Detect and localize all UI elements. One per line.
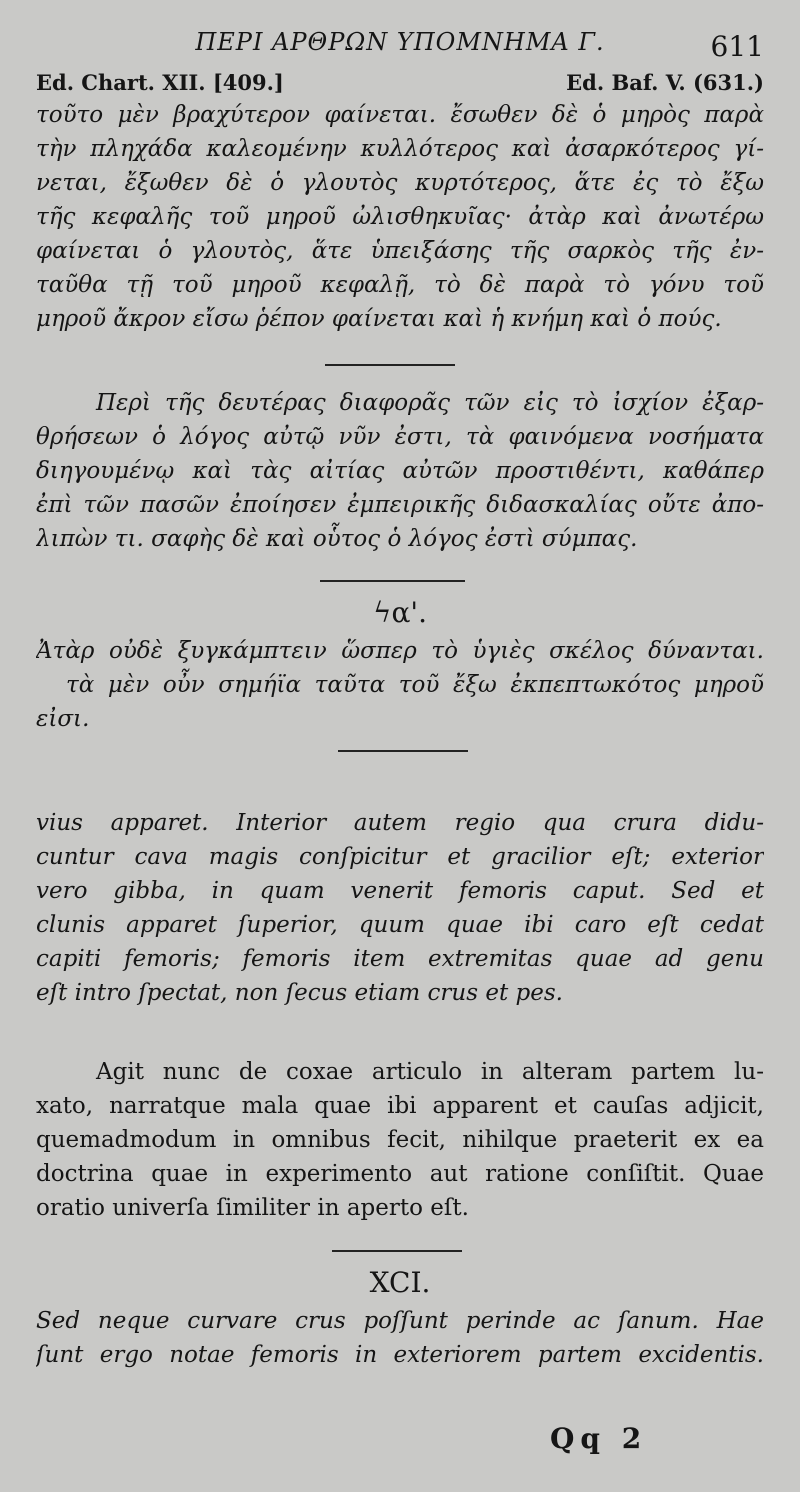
greek-paragraph-2 [36,386,764,556]
text-line: τὴν πληχάδα καλεομένην κυλλότερος καὶ ἀσαρκότερος γί- [36,136,764,162]
text-line: eſt intro ſpectat, non ſecus etiam crus et pes. [36,980,563,1006]
running-head: ΠΕΡΙ ΑΡΘΡΩΝ ΥΠΟΜΝΗΜΑ Γ. [195,28,605,56]
text-line: ſunt ergo notae femoris in exteriorem partem excidentis. [36,1342,764,1368]
text-line: διηγουμένῳ καὶ τὰς αἰτίας αὐτῶν προστιθέντι, καθάπερ [36,458,764,484]
latin-section-number: XCI. [369,1266,431,1299]
text-line: Sed neque curvare crus poſſunt perinde ac ſanum. Hae [36,1308,764,1334]
edition-reference-right: Ed. Baf. V. (631.) [566,70,764,95]
greek-section-number: ϟα'. [373,596,427,629]
text-line: ταῦθα τῇ τοῦ μηροῦ κεφαλῇ, τὸ δὲ παρὰ τὸ γόνυ τοῦ [36,272,764,298]
text-line: μηροῦ ἄκρον εἴσω ῥέπον φαίνεται καὶ ἡ κνήμη καὶ ὁ πούς. [36,306,722,332]
text-line: εἰσι. [36,706,90,732]
text-line: clunis apparet ſuperior, quum quae ibi caro eſt cedat [36,912,764,938]
text-line: doctrina quae in experimento aut ratione conſiſtit. Quae [36,1161,764,1187]
text-line: Ἀτὰρ οὐδὲ ξυγκάμπτειν ὥσπερ τὸ ὑγιὲς σκέλος δύνανται. [36,638,764,664]
latin-paragraph-3 [36,1304,764,1372]
text-line: oratio univerſa ſimiliter in aperto eſt. [36,1195,469,1221]
text-line: φαίνεται ὁ γλουτὸς, ἅτε ὑπειξάσης τῆς σαρκὸς τῆς ἐν- [36,238,764,264]
page-number: 611 [710,30,764,63]
section-divider [325,364,455,366]
text-line: θρήσεων ὁ λόγος αὐτῷ νῦν ἐστι, τὰ φαινόμενα νοσήματα [36,424,764,450]
latin-paragraph-2 [36,1055,764,1225]
edition-reference-left: Ed. Chart. XII. [409.] [36,70,284,95]
section-divider [320,580,465,582]
text-line: Agit nunc de coxae articulo in alteram partem lu- [96,1059,764,1085]
section-divider [338,750,468,752]
greek-paragraph-1 [36,98,764,336]
text-line: capiti femoris; femoris item extremitas quae ad genu [36,946,764,972]
text-line: vero gibba, in quam venerit femoris caput. Sed et [36,878,764,904]
text-line: νεται, ἔξωθεν δὲ ὁ γλουτὸς κυρτότερος, ἅτε ἐς τὸ ἔξω [36,170,764,196]
text-line: ἐπὶ τῶν πασῶν ἐποίησεν ἐμπειρικῆς διδασκαλίας οὔτε ἀπο- [36,492,764,518]
text-line: τὰ μὲν οὖν σημήϊα ταῦτα τοῦ ἔξω ἐκπεπτωκότος μηροῦ [66,672,764,698]
text-line: Περὶ τῆς δευτέρας διαφορᾶς τῶν εἰς τὸ ἰσχίον ἐξαρ- [96,390,764,416]
text-line: quemadmodum in omnibus fecit, nihilque praeterit ex ea [36,1127,764,1153]
text-line: vius apparet. Interior autem regio qua crura didu- [36,810,764,836]
latin-paragraph-1 [36,806,764,1010]
text-line: τοῦτο μὲν βραχύτερον φαίνεται. ἔσωθεν δὲ ὁ μηρὸς παρὰ [36,102,764,128]
text-line: τῆς κεφαλῆς τοῦ μηροῦ ὠλισθηκυῖας· ἀτὰρ καὶ ἀνωτέρω [36,204,764,230]
section-divider [332,1250,462,1252]
text-line: xato, narratque mala quae ibi apparent et cauſas adjicit, [36,1093,764,1119]
text-line: λιπὼν τι. σαφὴς δὲ καὶ οὗτος ὁ λόγος ἐστὶ σύμπας. [36,526,638,552]
signature-mark: Qq 2 [550,1422,648,1455]
text-line: cuntur cava magis conſpicitur et gracilior eſt; exterior [36,844,764,870]
greek-paragraph-3 [36,634,764,736]
